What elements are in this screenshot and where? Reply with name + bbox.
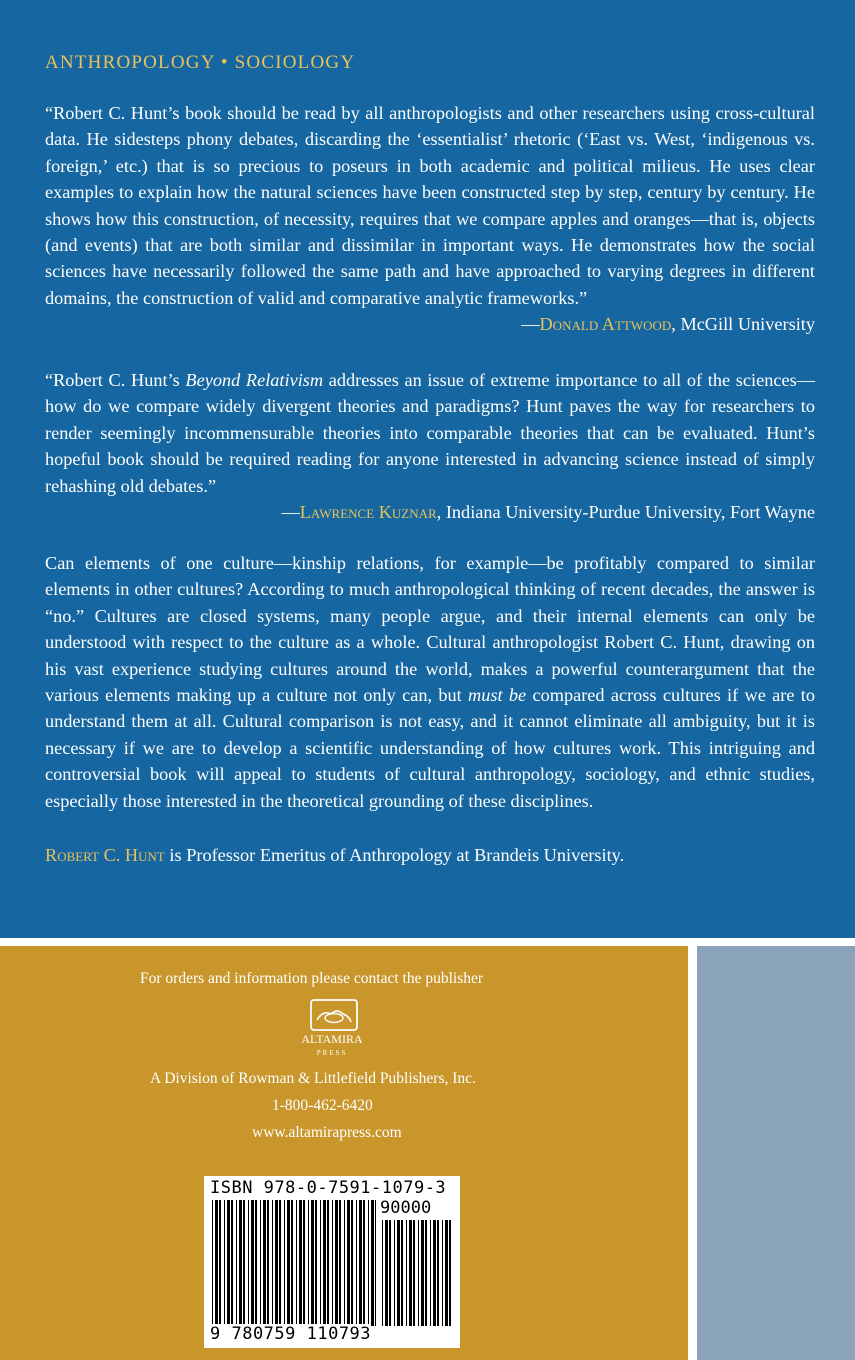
publisher-panel xyxy=(0,946,688,1360)
logo-name: ALTAMIRA xyxy=(301,1032,363,1046)
quote-1-attribution: —Donald Attwood, McGill University xyxy=(521,314,815,335)
category-label: ANTHROPOLOGY • SOCIOLOGY xyxy=(45,52,356,73)
description-emphasis: must be xyxy=(468,685,527,706)
endorsement-quote-1 xyxy=(45,100,815,338)
author-name: Robert C. Hunt xyxy=(45,845,165,865)
altamira-logo-icon xyxy=(287,998,377,1060)
book-title: Beyond Relativism xyxy=(185,370,324,390)
publisher-division: A Division of Rowman & Littlefield Publishers, Inc. xyxy=(150,1070,476,1087)
description-text: Can elements of one culture—kinship relations, for example—be profitably compared to similar elements in other cultures? According to much anthropological thinking of recent decades, the answer is “no.” Cultures are closed systems, many people argue, and their internal elements can only be understood with respect to the culture as a whole. Cultural anthropologist Robert C. Hunt, drawing on his vast experience studying cultures around the world, makes a powerful counterargument that the various elements making up a culture not only can, but must be compared across cultures if we are to understand them at all. Cultural comparison is not easy, and it cannot eliminate all ambiguity, but it is necessary if we are to develop a scientific understanding of how cultures work. This intriguing and controversial book will appeal to students of cultural anthropology, sociology, and ethnic studies, especially those interested in the theoretical grounding of these disciplines. xyxy=(45,553,815,811)
quote-2-name: Lawrence Kuznar xyxy=(299,502,437,523)
isbn-label: ISBN 978-0-7591-1079-3 xyxy=(210,1178,447,1198)
endorsement-quote-2 xyxy=(45,367,815,525)
orders-text: For orders and information please contact the publisher xyxy=(140,970,484,987)
quote-2-attribution: —Lawrence Kuznar, Indiana University-Purdue University, Fort Wayne xyxy=(281,502,815,523)
quote-2-affiliation: , Indiana University-Purdue University, Fort Wayne xyxy=(436,502,815,523)
side-strip xyxy=(697,946,855,1360)
publisher-website: www.altamirapress.com xyxy=(252,1124,402,1141)
ean-digits: 9 780759 110793 xyxy=(210,1324,372,1344)
barcode xyxy=(204,1176,460,1348)
book-description xyxy=(45,550,815,814)
quote-1-affiliation: , McGill University xyxy=(671,314,815,335)
author-bio-text: is Professor Emeritus of Anthropology at Brandeis University. xyxy=(164,845,625,865)
quote-2-text: “Robert C. Hunt’s Beyond Relativism addresses an issue of extreme importance to all of the sciences—how do we compare widely divergent theories and paradigms? Hunt paves the way for researchers to render seemingly incommensurable theories into comparable theories that can be evaluated. Hunt’s hopeful book should be required reading for anyone interested in advancing science instead of simply rehashing old debates.” xyxy=(45,370,815,496)
author-bio xyxy=(45,842,624,868)
quote-1-text: “Robert C. Hunt’s book should be read by all anthropologists and other researchers using cross-cultural data. He sidesteps phony debates, discarding the ‘essentialist’ rhetoric (‘East vs. West, ‘indigenous vs. foreign,’ etc.) that is so precious to poseurs in both academic and political milieus. He uses clear examples to explain how the natural sciences have been constructed step by step, century by century. He shows how this construction, of necessity, requires that we compare apples and oranges—that is, objects (and events) that are both similar and dissimilar in important ways. He demonstrates how the social sciences have necessarily followed the same path and have approached to varying degrees in different domains, the construction of valid and comparative analytic frameworks.” xyxy=(45,103,815,308)
logo-subtext: PRESS xyxy=(316,1049,348,1057)
publisher-phone: 1-800-462-6420 xyxy=(272,1097,373,1114)
quote-1-name: Donald Attwood xyxy=(539,314,672,335)
price-code: 90000 xyxy=(380,1198,432,1218)
